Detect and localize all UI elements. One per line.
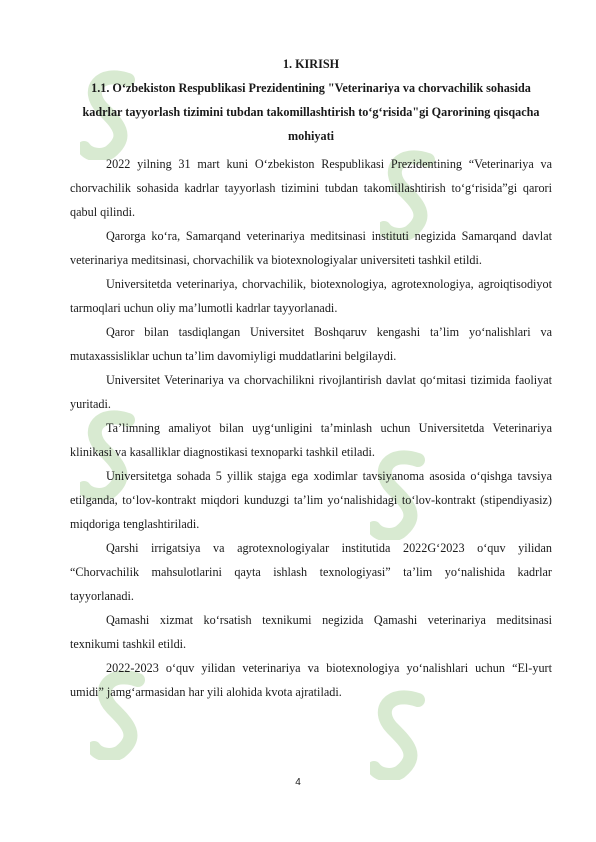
paragraph: 2022-2023 o‘quv yilidan veterinariya va biotexnologiya yo‘nalishlari uchun “El-yurt umidi” jamg‘armasidan har yili alohida kvota ajratiladi. xyxy=(70,661,552,699)
section-subtitle: 1.1. O‘zbekiston Respublikasi Prezidentining "Veterinariya va chorvachilik sohasida kadrlar tayyorlash tizimini tubdan takomillashtirish to‘g‘risida"gi Qarorining qisqacha mohiyati xyxy=(82,81,540,143)
paragraph: Ta’limning amaliyot bilan uyg‘unligini ta’minlash uchun Universitetda Veterinariya klinikasi va kasalliklar diagnostikasi texnoparki tashkil etiladi. xyxy=(70,421,552,459)
section-title: 1. KIRISH xyxy=(282,57,340,71)
paragraph: Universitetga sohada 5 yillik stajga ega xodimlar tavsiyanoma asosida o‘qishga tavsiya etilganda, to‘lov-kontrakt miqdori kunduzgi ta’lim yo‘nalishidagi to‘lov-kontrakt (stipendiyasiz) miqdoriga tenglashtiriladi. xyxy=(70,469,552,531)
paragraph: Qarshi irrigatsiya va agrotexnologiyalar institutida 2022G‘2023 o‘quv yilidan “Chorvachilik mahsulotlarini qayta ishlash texnologiyasi” ta’lim yo‘nalishida kadrlar tayyorlanadi. xyxy=(70,541,552,603)
paragraph: Qaror bilan tasdiqlangan Universitet Boshqaruv kengashi ta’lim yo‘nalishlari va mutaxassisliklar uchun ta’lim davomiyligi muddatlarini belgilaydi. xyxy=(70,325,552,363)
document-body xyxy=(70,52,552,704)
page-number: 4 xyxy=(295,777,301,788)
paragraph: 2022 yilning 31 mart kuni O‘zbekiston Respublikasi Prezidentining “Veterinariya va chorvachilik sohasida kadrlar tayyorlash tizimini tubdan takomillashtirish to‘g‘risida”gi qarori qabul qilindi. xyxy=(70,157,552,219)
paragraph: Universitet Veterinariya va chorvachilikni rivojlantirish davlat qo‘mitasi tizimida faoliyat yuritadi. xyxy=(70,373,552,411)
paragraph: Universitetda veterinariya, chorvachilik, biotexnologiya, agrotexnologiya, agroiqtisodiyot tarmoqlari uchun oliy ma’lumotli kadrlar tayyorlanadi. xyxy=(70,277,552,315)
paragraph: Qarorga ko‘ra, Samarqand veterinariya meditsinasi instituti negizida Samarqand davlat veterinariya meditsinasi, chorvachilik va biotexnologiyalar universiteti tashkil etildi. xyxy=(70,229,552,267)
paragraph: Qamashi xizmat ko‘rsatish texnikumi negizida Qamashi veterinariya meditsinasi texnikumi tashkil etildi. xyxy=(70,613,552,651)
